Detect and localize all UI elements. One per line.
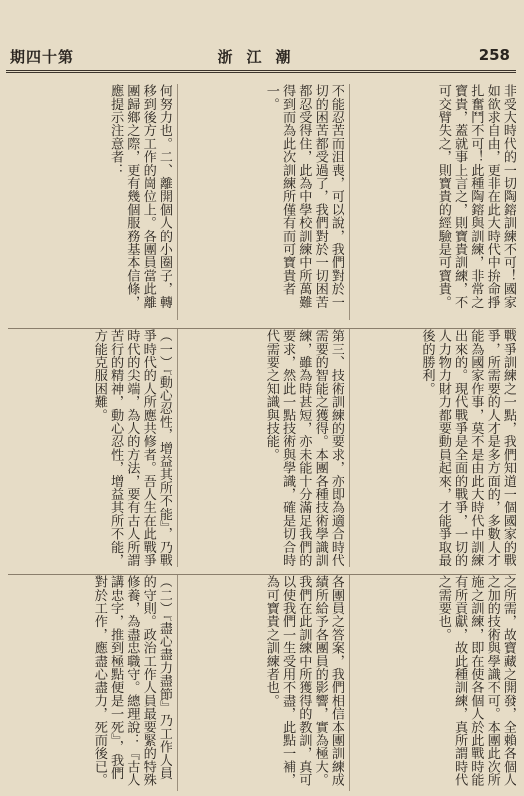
text-column-middle-left: （一）『動心忍性，增益其所不能』，乃戰爭時代的人所應共修者。吾人生在此戰爭時代的尖端，為人的方法，要有古人所謂苦行的精神，動心忍性，增益其所不能，方能克服困難。	[91, 329, 172, 567]
text-column-bottom-right: 之所需，故寶藏之開發，全賴各個人之加的技術與學識不可。本團此次所施之訓練，即在使各個人於此戰時能有所貢獻，故此種訓練，真所謂時代之需要也。	[349, 575, 516, 791]
text-column-middle-right: 戰爭訓練之一點，我們知道一個國家的戰爭，所需要的人才是多方面的，多數人才能為國家作事，莫不是由此大時代中訓練出來的。現代戰爭是全面的戰爭，一切的人力物力財力都要動員起來，才能爭取最後的勝利。	[349, 329, 516, 567]
text-row-bottom	[8, 574, 516, 791]
text-column-bottom-left: （二）『盡心盡力盡節』乃工作人員的守則。政治工作人員最要緊的特殊修養，為盡忠職守。總理說：『古人講忠字，推到極點便是一死』，我們對於工作，應盡心盡力，死而後已。	[91, 575, 172, 787]
issue-label: 期四十第	[10, 48, 75, 66]
text-column-top-middle: 不能忍苦而沮喪，可以說，我們對於一切的困苦都受過了，我們對於一切困苦都忍受得住，此為中學校訓練中所萬難得到而為此次訓練所僅有而可寶貴者一。	[177, 84, 344, 320]
journal-title: 浙江潮	[217, 48, 305, 66]
text-column-top-left: 何努力也。二、離開個人的小圈子，轉移到後方工作的崗位上。各團員當此離團歸鄉之際，更有幾個服務基本信條，應提示注意者：	[108, 84, 172, 309]
text-row-middle	[8, 328, 516, 567]
text-column-top-right: 非受大時代的一切陶鎔訓練不可！國家如欲求自由，更非在此大時代中拚命掙扎奮鬥不可！此種陶鎔與訓練，非常之寶貴，蓋就事上言之，則寶貴訓練，不可交臂失之，則寶貴的經驗是可寶貴。	[349, 84, 516, 320]
running-header	[6, 44, 516, 73]
text-column-bottom-middle: 各團員之答案，我們相信本團訓練成績所給予各團員的影響，實為極大。我們在此訓練中所獲得的教訓，真可以使我們一生受用不盡，此點一補，為可寶貴之訓練者也。	[177, 575, 344, 791]
text-column-middle-middle: 第三、技術訓練的要求，亦即為適合時代需要的智能之獲得。本團各種技術學識訓練，雖為時甚短，亦未能十分滿足我們的要求，然此一點技術與學識，確是切合時代需要之知識與技能。	[177, 329, 344, 567]
text-row-top	[8, 84, 516, 320]
page-number: 258	[478, 46, 510, 64]
